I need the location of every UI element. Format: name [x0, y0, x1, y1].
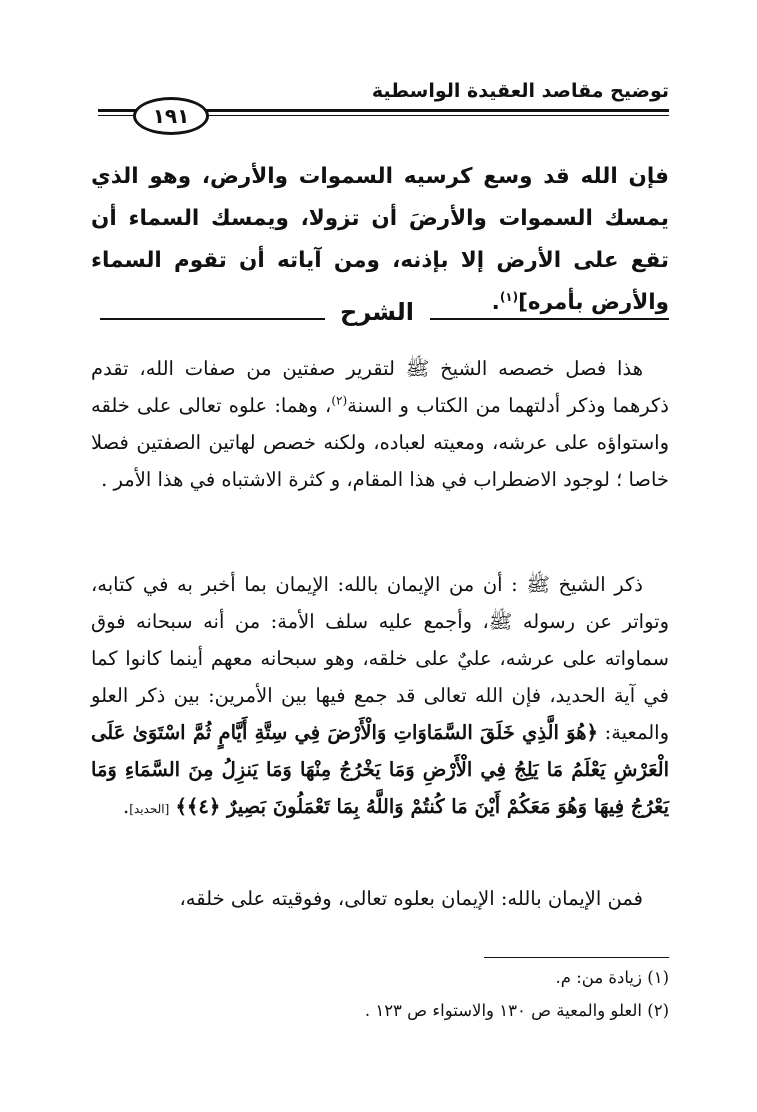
paragraph-text: هذا فصل خصصه الشيخ ﷺ لتقرير صفتين من صفات الله، تقدم ذكرهما وذكر أدلتهما من الكتاب و السنة	[91, 357, 669, 417]
surah-reference: [الحديد]	[129, 802, 170, 816]
paragraph-text: ، وهما: علوه تعالى على خلقه واستواؤه على عرشه، ومعيته لعباده، ولكنه خصص لهاتين الصفتين فصلا خاصا ؛ لوجود الاضطراب في هذا المقام، و كثرة الاشتباه في هذا الأمر .	[91, 394, 669, 491]
paragraph-end: .	[123, 795, 130, 818]
footnote-number: (١)	[647, 968, 669, 987]
header-rule	[200, 109, 669, 112]
paragraph-text: فمن الإيمان بالله: الإيمان بعلوه تعالى، وفوقيته على خلقه،	[179, 887, 643, 910]
quran-verse: ﴿هُوَ الَّذِي خَلَقَ السَّمَاوَاتِ وَالْأَرْضَ فِي سِتَّةِ أَيَّامٍ ثُمَّ اسْتَوَىٰ عَلَى الْعَرْشِ يَعْلَمُ مَا يَلِجُ فِي الْأَرْضِ وَمَا يَخْرُجُ مِنْهَا وَمَا يَنزِلُ مِنَ السَّمَاءِ وَمَا يَعْرُجُ فِيهَا وَهُوَ مَعَكُمْ أَيْنَ مَا كُنتُمْ وَاللَّهُ بِمَا تَعْمَلُونَ بَصِيرٌ ﴿٤﴾﴾	[91, 721, 669, 818]
footnote-ref: (١)	[499, 289, 519, 304]
header-rule	[98, 115, 136, 116]
paragraph	[91, 350, 669, 498]
running-title: توضيح مقاصد العقيدة الواسطية	[371, 80, 669, 102]
footnote-number: (٢)	[647, 1001, 669, 1020]
footnote-ref: (٢)	[331, 393, 348, 408]
paragraph-text: ذكر الشيخ ﷺ : أن من الإيمان بالله: الإيمان بما أخبر به في كتابه، وتواتر عن رسوله ﷺ، وأجمع عليه سلف الأمة: من أنه سبحانه فوق سماواته على عرشه، عليٌ على خلقه، وهو سبحانه معهم أينما كانوا كما في آية الحديد، فإن الله تعالى قد جمع فيها بين الأمرين: بين ذكر العلو والمعية:	[91, 573, 669, 744]
header-rule	[200, 115, 669, 116]
page-number: ١٩١	[133, 97, 209, 135]
paragraph	[91, 566, 669, 828]
heading-rule	[100, 318, 325, 320]
quote-text: فإن الله قد وسع كرسيه السموات والأرض، وهو الذي يمسك السموات والأرضَ أن تزولا، ويمسك السماء أن تقع على الأرض إلا بإذنه، ومن آياته أن تقوم السماء والأرض بأمره]	[91, 164, 669, 315]
quote-end: .	[491, 290, 500, 315]
paragraph	[91, 880, 669, 917]
footnote-separator	[484, 957, 669, 958]
header-rule	[98, 109, 136, 112]
section-heading: الشرح	[340, 298, 414, 326]
footnote-text: العلو والمعية ص ١٣٠ والاستواء ص ١٢٣ .	[364, 1001, 642, 1020]
footnote	[169, 998, 669, 1024]
footnote	[169, 965, 669, 991]
footnote-text: زيادة من: م.	[555, 968, 642, 987]
heading-rule	[430, 318, 669, 320]
